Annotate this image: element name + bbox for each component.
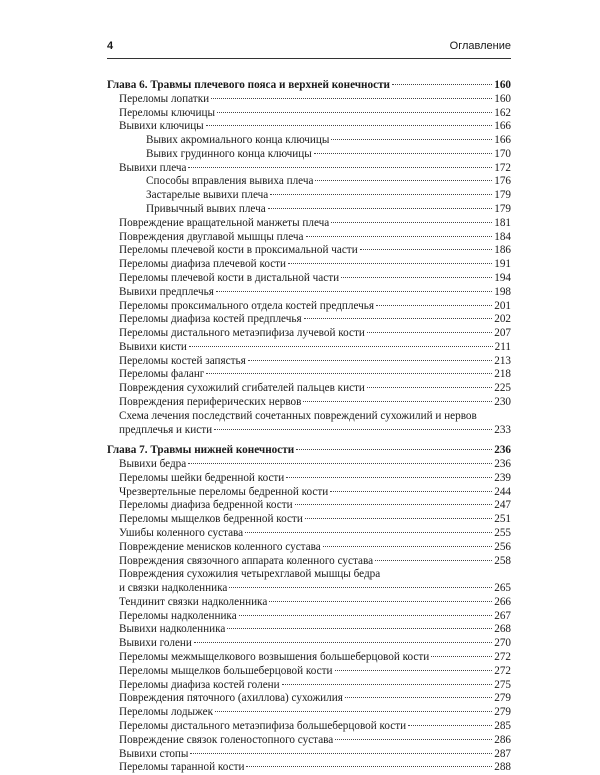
entry-title: Чрезвертельные переломы бедренной кости	[119, 485, 329, 498]
entry-title: Переломы лодыжек	[119, 706, 214, 719]
page-ref: 279	[494, 706, 511, 719]
dot-leader	[408, 725, 492, 726]
page-ref: 211	[494, 340, 511, 353]
page-ref: 181	[494, 216, 511, 229]
page-ref: 166	[494, 120, 511, 133]
chapter-6-entries	[107, 93, 511, 410]
toc-entry[interactable]	[107, 596, 511, 610]
page-ref: 266	[494, 595, 511, 608]
toc-entry[interactable]	[107, 665, 511, 679]
dot-leader	[188, 463, 492, 464]
dot-leader	[305, 518, 492, 519]
toc-entry[interactable]	[107, 541, 511, 555]
dot-leader	[296, 449, 492, 450]
dot-leader	[268, 208, 493, 209]
dot-leader	[211, 98, 492, 99]
page-ref: 258	[494, 554, 511, 567]
chapter-title: Глава 7. Травмы нижней конечности	[107, 444, 295, 457]
toc-entry[interactable]	[107, 734, 511, 748]
entry-title: Переломы диафиза костей предплечья	[119, 313, 302, 326]
chapter-6-heading[interactable]	[107, 79, 511, 93]
entry-title: Повреждение менисков коленного сустава	[119, 540, 321, 553]
entry-title: Вывихи голени	[119, 637, 192, 650]
toc-entry[interactable]	[107, 189, 511, 203]
entry-title: Повреждения пяточного (ахиллова) сухожилия	[119, 692, 343, 705]
toc-entry[interactable]	[107, 107, 511, 121]
entry-title: Вывих грудинного конца ключицы	[146, 147, 312, 160]
toc-entry[interactable]	[107, 217, 511, 231]
page-ref: 272	[494, 651, 511, 664]
toc-entry[interactable]	[107, 272, 511, 286]
toc-entry[interactable]	[107, 244, 511, 258]
page-ref: 270	[494, 637, 511, 650]
page-ref: 191	[494, 258, 511, 271]
toc-entry[interactable]	[107, 341, 511, 355]
dot-leader	[246, 766, 492, 767]
entry-title: Переломы фаланг	[119, 368, 205, 381]
page-ref: 179	[494, 189, 511, 202]
page-ref: 186	[494, 244, 511, 257]
dot-leader	[295, 504, 493, 505]
entry-title: Переломы таранной кости	[119, 761, 245, 774]
toc-entry[interactable]	[107, 300, 511, 314]
dot-leader	[245, 532, 492, 533]
dot-leader	[286, 477, 492, 478]
entry-title: Ушибы коленного сустава	[119, 527, 244, 539]
dot-leader	[331, 222, 492, 223]
toc-entry[interactable]	[107, 706, 511, 720]
toc-entry[interactable]	[107, 513, 511, 527]
toc-entry[interactable]	[107, 637, 511, 651]
toc-entry[interactable]	[107, 148, 511, 162]
dot-leader	[189, 346, 493, 347]
toc-entry[interactable]	[107, 93, 511, 107]
toc-entry[interactable]	[107, 286, 511, 300]
page-ref: 285	[494, 719, 511, 732]
page-ref: 275	[494, 678, 511, 691]
entry-title-line: Схема лечения последствий сочетанных повреждений сухожилий и нервов	[119, 409, 477, 422]
page-ref: 172	[494, 161, 511, 174]
entry-title: Переломы проксимального отдела костей предплечья	[119, 299, 375, 312]
entry-title: Вывихи кисти	[119, 340, 187, 353]
dot-leader	[216, 291, 492, 292]
dot-leader	[282, 684, 493, 685]
page-ref: 176	[494, 175, 511, 188]
toc-entry[interactable]	[107, 472, 511, 486]
entry-title: Вывихи надколенника	[119, 623, 226, 636]
dot-leader	[314, 153, 492, 154]
dot-leader	[331, 139, 492, 140]
entry-title: Застарелые вывихи плеча	[146, 189, 269, 202]
page-ref: 272	[494, 664, 511, 677]
entry-title: Переломы лопатки	[119, 92, 210, 105]
page-ref: 265	[494, 582, 511, 595]
dot-leader	[215, 711, 492, 712]
dot-leader	[375, 560, 492, 561]
toc-entry[interactable]	[107, 396, 511, 410]
page-ref: 218	[494, 368, 511, 381]
page-ref: 160	[494, 79, 511, 91]
dot-leader	[341, 277, 492, 278]
dot-leader	[367, 387, 492, 388]
page-ref: 160	[494, 92, 511, 105]
toc-entry[interactable]	[107, 175, 511, 189]
page-ref: 251	[494, 513, 511, 526]
entry-title: Переломы ключицы	[119, 106, 216, 119]
toc-entry[interactable]	[107, 355, 511, 369]
page-ref: 213	[494, 354, 511, 367]
dot-leader	[345, 697, 492, 698]
page-ref: 233	[494, 423, 511, 436]
entry-title-line: предплечья и кисти	[119, 423, 213, 436]
page-number: 4	[107, 40, 114, 52]
entry-title: Вывихи стопы	[119, 747, 189, 760]
dot-leader	[330, 491, 492, 492]
page-ref: 184	[494, 230, 511, 243]
page-ref: 288	[494, 761, 511, 774]
toc-entry[interactable]	[107, 623, 511, 637]
page-ref: 202	[494, 313, 511, 326]
dot-leader	[288, 263, 492, 264]
page-ref: 256	[494, 540, 511, 553]
entry-title: Переломы костей запястья	[119, 354, 246, 367]
dot-leader	[306, 236, 493, 237]
table-of-contents	[107, 79, 511, 775]
dot-leader	[190, 753, 492, 754]
entry-title: Переломы мыщелков большеберцовой кости	[119, 664, 333, 677]
dot-leader	[206, 125, 493, 126]
entry-title: Повреждения связочного аппарата коленного сустава	[119, 554, 374, 567]
page-ref: 179	[494, 203, 511, 216]
entry-title: Привычный вывих плеча	[146, 203, 266, 216]
toc-entry[interactable]	[107, 499, 511, 513]
toc-entry[interactable]	[107, 313, 511, 327]
chapter-7-heading[interactable]	[107, 444, 511, 458]
page-ref: 255	[494, 527, 511, 539]
page-ref: 201	[494, 299, 511, 312]
dot-leader	[194, 642, 492, 643]
page-ref: 287	[494, 747, 511, 760]
dot-leader	[392, 84, 492, 85]
dot-leader	[214, 429, 492, 430]
toc-entry[interactable]	[107, 368, 511, 382]
dot-leader	[229, 587, 492, 588]
entry-title: Вывихи плеча	[119, 161, 187, 174]
dot-leader	[217, 112, 492, 113]
entry-title: Переломы межмыщелкового возвышения большеберцовой кости	[119, 651, 430, 664]
dot-leader	[270, 194, 492, 195]
toc-entry[interactable]	[107, 382, 511, 396]
page-header	[107, 38, 511, 59]
entry-title: Повреждения двуглавой мышцы плеча	[119, 230, 304, 243]
page-ref: 207	[494, 327, 511, 340]
entry-title: Переломы мыщелков бедренной кости	[119, 513, 303, 526]
toc-entry[interactable]	[107, 761, 511, 775]
dot-leader	[335, 739, 492, 740]
page-ref: 236	[494, 444, 511, 457]
dot-leader	[367, 332, 492, 333]
page-ref: 198	[494, 285, 511, 298]
entry-title: Повреждение вращательной манжеты плеча	[119, 216, 330, 229]
entry-title: Повреждение связок голеностопного сустава	[119, 733, 334, 746]
entry-title: Переломы дистального метаэпифиза большеберцовой кости	[119, 719, 407, 732]
entry-title: Переломы диафиза бедренной кости	[119, 499, 293, 512]
page-ref: 279	[494, 692, 511, 705]
page-ref: 247	[494, 499, 511, 512]
entry-title: Вывихи ключицы	[119, 120, 204, 133]
dot-leader	[360, 249, 493, 250]
entry-title: Переломы плечевой кости в проксимальной части	[119, 244, 358, 257]
dot-leader	[269, 601, 492, 602]
toc-entry-wrapped[interactable]	[107, 568, 511, 596]
entry-title-line: и связки надколенника	[119, 582, 228, 595]
page-ref: 162	[494, 106, 511, 119]
entry-title: Переломы надколенника	[119, 609, 237, 622]
dot-leader	[323, 546, 492, 547]
toc-entry[interactable]	[107, 679, 511, 693]
toc-entry[interactable]	[107, 134, 511, 148]
page-ref: 194	[494, 271, 511, 284]
toc-entry[interactable]	[107, 458, 511, 472]
toc-entry[interactable]	[107, 610, 511, 624]
toc-entry[interactable]	[107, 720, 511, 734]
toc-entry[interactable]	[107, 486, 511, 500]
chapter-7-entries-continued	[107, 596, 511, 775]
toc-entry[interactable]	[107, 692, 511, 706]
toc-entry[interactable]	[107, 162, 511, 176]
chapter-7-entries	[107, 458, 511, 568]
entry-title: Вывихи бедра	[119, 458, 187, 471]
page-ref: 239	[494, 471, 511, 484]
page-ref: 244	[494, 485, 511, 498]
page-ref: 166	[494, 134, 511, 147]
entry-title: Тендинит связки надколенника	[119, 595, 268, 608]
entry-title: Способы вправления вывиха плеча	[146, 175, 314, 188]
dot-leader	[248, 360, 492, 361]
toc-entry[interactable]	[107, 120, 511, 134]
dot-leader	[431, 656, 492, 657]
running-title: Оглавление	[449, 40, 511, 52]
dot-leader	[376, 305, 492, 306]
dot-leader	[315, 180, 492, 181]
page-ref: 236	[494, 458, 511, 471]
dot-leader	[335, 670, 493, 671]
page-ref: 225	[494, 382, 511, 395]
page-ref: 230	[494, 395, 511, 408]
entry-title: Переломы диафиза плечевой кости	[119, 258, 287, 271]
toc-entry-wrapped[interactable]	[107, 410, 511, 438]
page-ref: 286	[494, 733, 511, 746]
dot-leader	[303, 401, 492, 402]
toc-entry[interactable]	[107, 651, 511, 665]
toc-entry[interactable]	[107, 203, 511, 217]
entry-title: Вывих акромиального конца ключицы	[146, 134, 330, 147]
dot-leader	[304, 318, 493, 319]
toc-entry[interactable]	[107, 258, 511, 272]
dot-leader	[227, 628, 492, 629]
entry-title: Переломы дистального метаэпифиза лучевой кости	[119, 327, 365, 340]
toc-entry[interactable]	[107, 555, 511, 569]
entry-title-line: Повреждения сухожилия четырехглавой мышцы бедра	[119, 568, 381, 581]
chapter-title: Глава 6. Травмы плечевого пояса и верхней конечности	[107, 79, 391, 91]
entry-title: Переломы шейки бедренной кости	[119, 471, 285, 484]
page-ref: 267	[494, 609, 511, 622]
entry-title: Повреждения периферических нервов	[119, 395, 302, 408]
entry-title: Вывихи предплечья	[119, 285, 214, 298]
page-ref: 170	[494, 147, 511, 160]
toc-entry[interactable]	[107, 327, 511, 341]
toc-entry[interactable]	[107, 231, 511, 245]
toc-entry[interactable]	[107, 527, 511, 541]
dot-leader	[188, 167, 492, 168]
dot-leader	[239, 615, 493, 616]
entry-title: Переломы диафиза костей голени	[119, 678, 280, 691]
entry-title: Переломы плечевой кости в дистальной части	[119, 271, 340, 284]
entry-title: Повреждения сухожилий сгибателей пальцев кисти	[119, 382, 365, 395]
dot-leader	[206, 373, 492, 374]
page-ref: 268	[494, 623, 511, 636]
